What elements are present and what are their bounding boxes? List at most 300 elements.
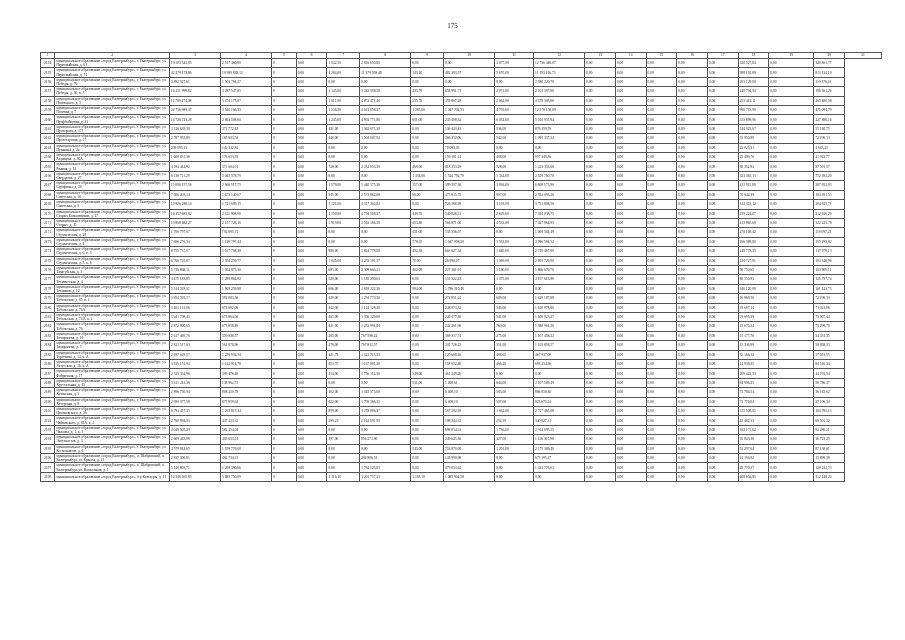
value-cell: 466,28 bbox=[495, 360, 534, 369]
value-cell: 1 185 290,65 bbox=[360, 275, 411, 284]
value-cell: 0,00 bbox=[585, 68, 616, 77]
value-cell: 1 795 366,32 bbox=[360, 397, 411, 406]
value-cell: 0,00 bbox=[677, 407, 708, 416]
value-cell: 1 245,00 bbox=[327, 115, 360, 124]
value-cell: 2 334 053,50 bbox=[360, 162, 411, 171]
value-cell: 0,00 bbox=[646, 397, 677, 406]
row-number: 2169 bbox=[41, 200, 55, 209]
value-cell: 0,00 bbox=[615, 331, 646, 340]
value-cell: 0,00 bbox=[296, 181, 327, 190]
value-cell: 312 453,12 bbox=[738, 200, 769, 209]
value-cell: 0,00 bbox=[677, 378, 708, 387]
value-cell: 567 292,95 bbox=[444, 407, 495, 416]
value-cell: 87 130,61 bbox=[814, 444, 845, 453]
value-cell: 0,00 bbox=[296, 256, 327, 265]
value-cell: 0,00 bbox=[327, 444, 360, 453]
value-cell: 408,65 bbox=[495, 350, 534, 359]
value-cell: 0,00 bbox=[615, 96, 646, 105]
value-cell: 0,00 bbox=[677, 312, 708, 321]
column-number: 17 bbox=[707, 53, 738, 59]
value-cell: 0,00 bbox=[585, 397, 616, 406]
value-cell: 315 508,05 bbox=[738, 407, 769, 416]
table-row bbox=[41, 237, 882, 246]
value-cell: 1 263 817,34 bbox=[221, 407, 272, 416]
value-cell: 2 316,10 bbox=[327, 472, 360, 481]
value-cell: 0,00 bbox=[585, 256, 616, 265]
table-row bbox=[41, 106, 882, 115]
value-cell: 0,00 bbox=[707, 369, 738, 378]
table-row bbox=[41, 331, 882, 340]
value-cell: 0,00 bbox=[677, 228, 708, 237]
table-row bbox=[41, 312, 882, 321]
value-cell: 0,00 bbox=[327, 463, 360, 472]
value-cell: 0,00 bbox=[444, 77, 495, 86]
value-cell: 886 050,30 bbox=[534, 388, 585, 397]
value-cell: 0,00 bbox=[585, 275, 616, 284]
value-cell: 1 524 792,79 bbox=[444, 171, 495, 180]
value-cell: 0,00 bbox=[585, 171, 616, 180]
value-cell: 0 bbox=[272, 331, 297, 340]
value-cell: 0,00 bbox=[769, 228, 814, 237]
value-cell: 818 353,29 bbox=[444, 162, 495, 171]
value-cell: 265 400,58 bbox=[814, 96, 845, 105]
row-number: 2187 bbox=[41, 369, 55, 378]
value-cell: 0,00 bbox=[296, 435, 327, 444]
value-cell: 0,00 bbox=[585, 369, 616, 378]
table-row bbox=[41, 360, 882, 369]
value-cell: 0,00 bbox=[615, 209, 646, 218]
row-number: 2172 bbox=[41, 228, 55, 237]
value-cell: 0,00 bbox=[411, 124, 444, 133]
value-cell: 322 223,78 bbox=[814, 218, 845, 227]
table-row bbox=[41, 59, 882, 68]
value-cell: 0,00 bbox=[585, 237, 616, 246]
value-cell: 0,00 bbox=[296, 96, 327, 105]
value-cell: 0 bbox=[272, 200, 297, 209]
value-cell: 11 379 039,48 bbox=[360, 68, 411, 77]
value-cell: 0,00 bbox=[707, 265, 738, 274]
value-cell: 1 408,61 bbox=[444, 378, 495, 387]
value-cell: 320 361,77 bbox=[814, 59, 845, 68]
value-cell: 0,00 bbox=[296, 312, 327, 321]
value-cell: 2 380 220,70 bbox=[534, 77, 585, 86]
value-cell: 0,00 bbox=[411, 397, 444, 406]
table-row bbox=[41, 463, 882, 472]
value-cell: 1 919,00 bbox=[327, 218, 360, 227]
value-cell: 0,00 bbox=[646, 472, 677, 481]
value-cell: 2 693 729,90 bbox=[534, 256, 585, 265]
value-cell: 15 177,76 bbox=[738, 331, 769, 340]
value-cell: 1 107 458,22 bbox=[534, 331, 585, 340]
table-row bbox=[41, 171, 882, 180]
value-cell: 266 352,06 bbox=[444, 134, 495, 143]
value-cell: 0,00 bbox=[360, 378, 411, 387]
value-cell: 0 bbox=[272, 360, 297, 369]
value-cell: 7 306 403,14 bbox=[169, 190, 220, 199]
value-cell: 592 083,30 bbox=[221, 294, 272, 303]
value-cell: 0,00 bbox=[585, 322, 616, 331]
value-cell: 8 138 711,29 bbox=[169, 171, 220, 180]
value-cell: 0,00 bbox=[360, 444, 411, 453]
value-cell: 0,00 bbox=[646, 190, 677, 199]
value-cell: 0,00 bbox=[677, 124, 708, 133]
address-cell: муниципальное образование «город Екатеринбург», г. Екатеринбург, ул. Уктусская, д. 16, к. А bbox=[55, 360, 170, 369]
value-cell: 0,00 bbox=[296, 454, 327, 463]
value-cell: 0,00 bbox=[707, 407, 738, 416]
value-cell: 69 352,94 bbox=[738, 162, 769, 171]
value-cell: 0,00 bbox=[707, 463, 738, 472]
value-cell: 0,00 bbox=[707, 115, 738, 124]
value-cell: 0 bbox=[272, 106, 297, 115]
value-cell: 0,00 bbox=[495, 454, 534, 463]
value-cell: 69 501,32 bbox=[814, 416, 845, 425]
value-cell: 0,00 bbox=[707, 416, 738, 425]
table-row bbox=[41, 322, 882, 331]
value-cell: 0 bbox=[272, 350, 297, 359]
value-cell: 0,00 bbox=[296, 294, 327, 303]
value-cell: 1 223 353,66 bbox=[534, 162, 585, 171]
value-cell: 0,00 bbox=[615, 397, 646, 406]
value-cell: 1 356 129,00 bbox=[360, 312, 411, 321]
value-cell: 0,00 bbox=[411, 388, 444, 397]
table-row bbox=[41, 124, 882, 133]
value-cell: 0,00 bbox=[677, 200, 708, 209]
value-cell: 451,00 bbox=[411, 228, 444, 237]
value-cell: 2 563 166,50 bbox=[360, 218, 411, 227]
table-row bbox=[41, 209, 882, 218]
value-cell: 685,00 bbox=[327, 265, 360, 274]
value-cell: 1 180,00 bbox=[495, 265, 534, 274]
value-cell: 0,00 bbox=[495, 77, 534, 86]
value-cell: 0 bbox=[272, 162, 297, 171]
value-cell: 0,00 bbox=[585, 312, 616, 321]
value-cell: 6 052,00 bbox=[495, 115, 534, 124]
value-cell: 0,00 bbox=[585, 360, 616, 369]
value-cell: 0,00 bbox=[769, 59, 814, 68]
address-cell: муниципальное образование «город Екатеринбург», г. Екатеринбург, ул. Ржавая, д. 13 bbox=[55, 162, 170, 171]
value-cell: 0,00 bbox=[769, 416, 814, 425]
column-number: 15 bbox=[646, 53, 677, 59]
value-cell: 0,00 bbox=[296, 59, 327, 68]
value-cell: 1 918 322,36 bbox=[360, 284, 411, 293]
value-cell: 0,00 bbox=[769, 256, 814, 265]
value-cell: 421,79 bbox=[327, 350, 360, 359]
value-cell: 3 474 175,07 bbox=[221, 96, 272, 105]
address-cell: муниципальное образование «город Екатеринбург», г. Екатеринбург, ул. Полевского, д. 5 bbox=[55, 96, 170, 105]
value-cell: 0,00 bbox=[646, 435, 677, 444]
value-cell: 0,00 bbox=[707, 350, 738, 359]
value-cell: 0,00 bbox=[615, 171, 646, 180]
value-cell: 0,00 bbox=[585, 106, 616, 115]
value-cell: 0,00 bbox=[646, 181, 677, 190]
address-cell: муниципальное образование «город Екатеринбург», г. Екатеринбург, ул. Тимирязева, д. 16 bbox=[55, 331, 170, 340]
value-cell: 0,00 bbox=[707, 68, 738, 77]
value-cell: 2 821 517,63 bbox=[169, 341, 220, 350]
value-cell: 10 926 288,14 bbox=[169, 200, 220, 209]
value-cell: 0,00 bbox=[296, 209, 327, 218]
value-cell: 0,00 bbox=[411, 294, 444, 303]
value-cell: 980,00 bbox=[327, 247, 360, 256]
value-cell: 0,00 bbox=[495, 472, 534, 481]
value-cell: 0,00 bbox=[769, 200, 814, 209]
row-number: 2191 bbox=[41, 407, 55, 416]
address-cell: муниципальное образование «город Екатеринбург», г. Екатеринбург, ул. Пролетарская, д. 17 bbox=[55, 134, 170, 143]
value-cell: 0,00 bbox=[646, 124, 677, 133]
table-row bbox=[41, 388, 882, 397]
value-cell: 0,00 bbox=[296, 472, 327, 481]
value-cell: 0 bbox=[272, 237, 297, 246]
value-cell: 0,00 bbox=[615, 284, 646, 293]
value-cell: 11 193 416,73 bbox=[534, 68, 585, 77]
value-cell: 0,00 bbox=[646, 153, 677, 162]
value-cell: 3 193,00 bbox=[495, 200, 534, 209]
value-cell: 0,00 bbox=[769, 397, 814, 406]
value-cell: 1 369,00 bbox=[495, 256, 534, 265]
value-cell: 3 126 639,30 bbox=[169, 124, 220, 133]
value-cell: 5 736 868,11 bbox=[169, 265, 220, 274]
value-cell: 0,00 bbox=[296, 143, 327, 152]
value-cell: 0,00 bbox=[769, 407, 814, 416]
value-cell: 453,70 bbox=[327, 360, 360, 369]
value-cell: 393 476,28 bbox=[221, 369, 272, 378]
address-cell: муниципальное образование «город Екатеринбург», г. Екатеринбург, ул. Хуторская, д. 8 bbox=[55, 397, 170, 406]
value-cell: 16 251 999,82 bbox=[169, 87, 220, 96]
value-cell: 3 201 757,23 bbox=[360, 472, 411, 481]
value-cell: 55 140,75 bbox=[814, 124, 845, 133]
value-cell: 58 786,37 bbox=[814, 378, 845, 387]
value-cell: 0,00 bbox=[707, 312, 738, 321]
address-cell: муниципальное образование «город Екатеринбург», п. Шабровский, п. Екатеринбург, ул. Вокзальная, д. 1 bbox=[55, 463, 170, 472]
value-cell: 0,00 bbox=[296, 388, 327, 397]
value-cell: 0,00 bbox=[646, 209, 677, 218]
address-cell: муниципальное образование «город Екатеринбург», г. Екатеринбург, ул. Свердлова, д. 27 bbox=[55, 171, 170, 180]
value-cell: 0 bbox=[272, 190, 297, 199]
value-cell: 1 259 932,34 bbox=[221, 350, 272, 359]
value-cell: 0,00 bbox=[615, 87, 646, 96]
value-cell: 0 bbox=[272, 463, 297, 472]
value-cell: 0,00 bbox=[585, 463, 616, 472]
row-number: 2173 bbox=[41, 237, 55, 246]
value-cell: 1 736,00 bbox=[495, 425, 534, 434]
value-cell: 0,00 bbox=[707, 331, 738, 340]
value-cell: 84 996,25 bbox=[738, 378, 769, 387]
value-cell: 503,00 bbox=[495, 388, 534, 397]
value-cell: 0,00 bbox=[677, 350, 708, 359]
value-cell: 0,00 bbox=[646, 218, 677, 227]
value-cell: 0,00 bbox=[615, 218, 646, 227]
value-cell: 0,00 bbox=[646, 106, 677, 115]
value-cell: 1 611,00 bbox=[327, 96, 360, 105]
row-number: 2197 bbox=[41, 463, 55, 472]
value-cell: 453,40 bbox=[411, 218, 444, 227]
value-cell: 72 196,13 bbox=[814, 134, 845, 143]
value-cell: 0,00 bbox=[360, 228, 411, 237]
value-cell: 312 448,24 bbox=[814, 472, 845, 481]
column-number: 3 bbox=[169, 53, 220, 59]
row-number: 2171 bbox=[41, 218, 55, 227]
value-cell: 327,00 bbox=[495, 435, 534, 444]
value-cell: 0 bbox=[272, 68, 297, 77]
value-cell: 248 073,52 bbox=[444, 303, 495, 312]
value-cell: 0 bbox=[272, 303, 297, 312]
value-cell: 0,00 bbox=[615, 181, 646, 190]
value-cell: 3 045 578,79 bbox=[221, 171, 272, 180]
value-cell: 269 422,53 bbox=[738, 369, 769, 378]
value-cell: 242 261,96 bbox=[444, 322, 495, 331]
value-cell: 1 168,10 bbox=[411, 472, 444, 481]
value-cell: 0,00 bbox=[360, 237, 411, 246]
value-cell: 16 357 683,82 bbox=[169, 209, 220, 218]
value-cell: 1 047 908,20 bbox=[444, 237, 495, 246]
value-cell: 792 095,74 bbox=[221, 228, 272, 237]
value-cell: 43 482,33 bbox=[738, 416, 769, 425]
value-cell: 125 797,74 bbox=[814, 275, 845, 284]
value-cell: 0,00 bbox=[296, 171, 327, 180]
address-cell: муниципальное образование «город Екатеринбург», г. Екатеринбург, ул. Пушкина, д. 2а bbox=[55, 143, 170, 152]
address-cell: муниципальное образование «город Екатеринбург», г. Екатеринбург, ул. Серафимы, д. 20 bbox=[55, 181, 170, 190]
value-cell: 0 bbox=[272, 218, 297, 227]
value-cell: 0,00 bbox=[615, 106, 646, 115]
value-cell: 0,00 bbox=[585, 294, 616, 303]
table-row bbox=[41, 416, 882, 425]
value-cell: 0,00 bbox=[585, 77, 616, 86]
value-cell: 1 965 259,88 bbox=[221, 284, 272, 293]
value-cell: 0,00 bbox=[769, 294, 814, 303]
value-cell: 442,00 bbox=[327, 303, 360, 312]
value-cell: 299,23 bbox=[327, 416, 360, 425]
value-cell: 3 253 191,57 bbox=[360, 256, 411, 265]
value-cell: 673 864,06 bbox=[221, 312, 272, 321]
value-cell: 1 334,00 bbox=[411, 171, 444, 180]
value-cell: 0,00 bbox=[677, 256, 708, 265]
value-cell: 535 536,07 bbox=[444, 228, 495, 237]
value-cell: 53 950,89 bbox=[738, 134, 769, 143]
value-cell: 0,00 bbox=[769, 115, 814, 124]
address-cell: муниципальное образование «город Екатеринбург», г. Екатеринбург, ул. Чкалова, д. 1, к. 3 bbox=[55, 425, 170, 434]
value-cell: 0,00 bbox=[615, 435, 646, 444]
row-number: 2154 bbox=[41, 59, 55, 68]
value-cell: 1 632,00 bbox=[495, 407, 534, 416]
value-cell: 120 242,73 bbox=[814, 463, 845, 472]
value-cell: 3 342 598,58 bbox=[360, 87, 411, 96]
value-cell: 0 bbox=[272, 444, 297, 453]
value-cell: 0,00 bbox=[707, 284, 738, 293]
value-cell: 0,00 bbox=[615, 472, 646, 481]
value-cell: 0,00 bbox=[585, 190, 616, 199]
value-cell: 3 540 166,33 bbox=[221, 106, 272, 115]
value-cell: 120 668,26 bbox=[444, 350, 495, 359]
value-cell: 212 926,20 bbox=[814, 209, 845, 218]
value-cell: 0,00 bbox=[677, 181, 708, 190]
address-cell: муниципальное образование «город Екатеринбург», г. Екатеринбург, ул. Радищева, д. 30А bbox=[55, 153, 170, 162]
value-cell: 2 157 613,86 bbox=[534, 275, 585, 284]
value-cell: 0,00 bbox=[585, 454, 616, 463]
value-cell: 0 bbox=[272, 435, 297, 444]
value-cell: 1 121,00 bbox=[327, 200, 360, 209]
value-cell: 7 394 038,75 bbox=[534, 209, 585, 218]
row-number: 2183 bbox=[41, 331, 55, 340]
value-cell: 0,00 bbox=[444, 59, 495, 68]
value-cell: 0,00 bbox=[677, 463, 708, 472]
value-cell: 155 293,82 bbox=[814, 237, 845, 246]
row-number: 2155 bbox=[41, 68, 55, 77]
value-cell: 408,00 bbox=[495, 153, 534, 162]
value-cell: 0,00 bbox=[534, 143, 585, 152]
column-number: 16 bbox=[677, 53, 708, 59]
value-cell: 2 747 465,08 bbox=[534, 407, 585, 416]
value-cell: 0,00 bbox=[646, 350, 677, 359]
value-cell: 0,00 bbox=[769, 472, 814, 481]
value-cell: 4 533,00 bbox=[495, 218, 534, 227]
value-cell: 0,00 bbox=[615, 369, 646, 378]
value-cell: 0,00 bbox=[585, 134, 616, 143]
value-cell: 0,00 bbox=[646, 444, 677, 453]
address-cell: муниципальное образование «город Екатеринбург», г. Екатеринбург, ул. Энтузиастов, д. 3 bbox=[55, 435, 170, 444]
value-cell: 907,00 bbox=[495, 190, 534, 199]
value-cell: 0,00 bbox=[296, 237, 327, 246]
value-cell: 0,00 bbox=[769, 153, 814, 162]
value-cell: 0,00 bbox=[411, 416, 444, 425]
value-cell: 3 461 131,06 bbox=[169, 303, 220, 312]
value-cell: 2 662,00 bbox=[495, 96, 534, 105]
value-cell: 70,00 bbox=[411, 256, 444, 265]
value-cell: 0,00 bbox=[585, 284, 616, 293]
value-cell: 0,00 bbox=[534, 472, 585, 481]
value-cell: 1 052 873,30 bbox=[221, 265, 272, 274]
value-cell: 1 116 367,98 bbox=[534, 435, 585, 444]
value-cell: 0,00 bbox=[411, 312, 444, 321]
value-cell: 0,00 bbox=[769, 378, 814, 387]
value-cell: 0,00 bbox=[296, 115, 327, 124]
value-cell: 4 754 508,37 bbox=[360, 209, 411, 218]
value-cell: 0,00 bbox=[360, 143, 411, 152]
value-cell: 0,00 bbox=[646, 87, 677, 96]
value-cell: 469,00 bbox=[411, 162, 444, 171]
value-cell: 0,00 bbox=[677, 68, 708, 77]
value-cell: 0,00 bbox=[585, 350, 616, 359]
value-cell: 0,00 bbox=[769, 463, 814, 472]
value-cell: 0,00 bbox=[296, 190, 327, 199]
table-row bbox=[41, 369, 882, 378]
value-cell: 7 696 276,34 bbox=[169, 237, 220, 246]
value-cell: 0,00 bbox=[677, 331, 708, 340]
value-cell: 0,00 bbox=[615, 341, 646, 350]
value-cell: 54 351,35 bbox=[814, 331, 845, 340]
value-cell: 0,00 bbox=[646, 162, 677, 171]
value-cell: 0,00 bbox=[646, 77, 677, 86]
row-number: 2160 bbox=[41, 115, 55, 124]
value-cell: 0 bbox=[272, 87, 297, 96]
value-cell: 0,00 bbox=[615, 388, 646, 397]
value-cell: 543,00 bbox=[411, 444, 444, 453]
address-cell: муниципальное образование «город Екатеринбург», г. Екатеринбург, ул. Тобольская, д. 74,8, к. 2 bbox=[55, 312, 170, 321]
value-cell: 1 254 774,30 bbox=[360, 294, 411, 303]
value-cell: 1 608 831,36 bbox=[169, 153, 220, 162]
value-cell: 0,00 bbox=[707, 444, 738, 453]
row-number: 2170 bbox=[41, 209, 55, 218]
value-cell: 19 868 662,27 bbox=[169, 218, 220, 227]
value-cell: 0,00 bbox=[677, 115, 708, 124]
value-cell: 0,00 bbox=[769, 265, 814, 274]
value-cell: 0,00 bbox=[707, 190, 738, 199]
address-cell: муниципальное образование «город Екатеринбург», г. Екатеринбург, ул. Советская, д. 10 bbox=[55, 190, 170, 199]
value-cell: 75 299,70 bbox=[814, 322, 845, 331]
value-cell: 119 097,23 bbox=[814, 228, 845, 237]
row-number: 2182 bbox=[41, 322, 55, 331]
value-cell: 0,00 bbox=[646, 115, 677, 124]
value-cell: 0,00 bbox=[585, 341, 616, 350]
value-cell: 15 899,38 bbox=[814, 454, 845, 463]
